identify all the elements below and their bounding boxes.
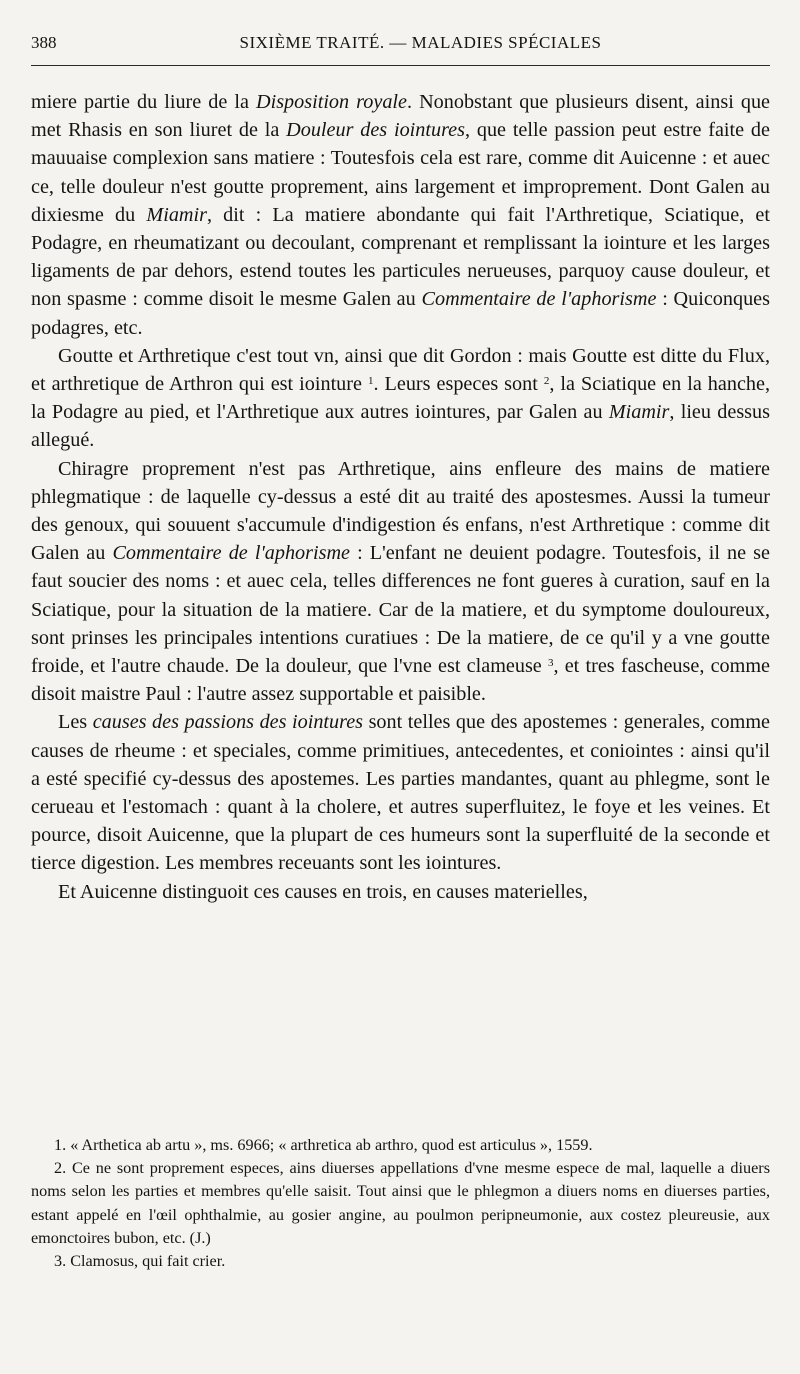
text-run: Les — [58, 711, 93, 734]
text-run: Et Auicenne distinguoit ces causes en trois, en causes materielles, — [58, 880, 588, 903]
text-run: , dit : La matiere abondante qui fait l'Arthretique, Sciatique, et Podagre, en rheumatizant ou decoulant, comprenant et remplissant la iointure et les larges ligaments de par dehors, estend toutes les particules nerueuses, parquoy cause douleur, et non spasme : comme disoit le mesme Galen au — [31, 203, 770, 311]
paragraph — [31, 342, 770, 455]
paragraph — [31, 455, 770, 709]
text-run: , que telle passion peut estre faite de mauuaise complexion sans matiere : Toutesfois cela est rare, comme dit Auicenne : et auec ce, telle douleur n'est goutte proprement, ains largement et improprement. Dont Galen au dixiesme du — [31, 119, 770, 226]
page-number: 388 — [31, 33, 57, 52]
footnotes — [31, 1134, 770, 1273]
footnote: 1. « Arthetica ab artu », ms. 6966; « arthretica ab arthro, quod est articulus », 1559. — [54, 1136, 593, 1154]
footnote-ref: 3 — [547, 657, 554, 670]
text-run: : Quiconques podagres, etc. — [31, 288, 770, 339]
italic-text: causes des passions des iointures — [92, 711, 364, 734]
text-run: , lieu dessus allegué. — [31, 401, 770, 452]
italic-text: Miamir — [146, 203, 207, 226]
text-run: sont telles que des apostemes : generales, comme causes de rheume : et speciales, comme primitiues, antecedentes, et coniointes : ainsi qu'il a esté specifié cy-dessus des apostemes. Les parties mandantes, quant au phlegme, sont le cerueau et l'estomach : quant à la cholere, et autres superfluitez, le foye et les veines. Et pource, disoit Auicenne, que la plupart de ces humeurs sont la superfluité de la seconde et tierce digestion. Les membres receuants sont les iointures. — [31, 711, 770, 875]
text-run: Chiragre proprement n'est pas Arthretique, ains enfleure des mains de matiere phlegmatique : de laquelle cy-dessus a esté dit au traité des apostesmes. Aussi la tumeur des genoux, qui souuent s'accumule d'indigestion és enfans, n'est Arthretique : comme dit Galen au — [31, 457, 770, 565]
footnote-ref: 2 — [543, 375, 550, 388]
footnote: 2. Ce ne sont proprement especes, ains diuerses appellations d'vne mesme espece de mal, laquelle a diuers noms selon les parties et membres qu'elle saisit. Tout ainsi que le phlegmon a diuers noms en diuerses parties, estant appelé en l'œil ophthalmie, au gosier angine, au poulmon peripneumonie, aux costez pleureusie, aux emonctoires bubon, etc. (J.) — [31, 1159, 770, 1247]
text-run: miere partie du liure de la — [31, 91, 257, 113]
footnote-ref: 1 — [367, 375, 374, 388]
text-run: . Nonobstant que plusieurs disent, ainsi que met Rhasis en son liuret de la — [31, 91, 771, 142]
italic-text: Commentaire de l'aphorisme — [112, 542, 351, 565]
running-head: SIXIÈME TRAITÉ. — MALADIES SPÉCIALES — [239, 33, 602, 52]
text-run: . Leurs especes sont — [373, 373, 544, 396]
italic-text: Miamir — [608, 401, 670, 424]
page-header — [31, 29, 770, 66]
body-text — [31, 88, 770, 906]
paragraph — [31, 878, 770, 906]
italic-text: Disposition royale — [256, 91, 407, 113]
paragraph — [31, 88, 770, 342]
text-run: Goutte et Arthretique c'est tout vn, ainsi que dit Gordon : mais Goutte est ditte du Flux, et arthretique de Arthron qui est iointure — [31, 344, 770, 396]
text-run: : L'enfant ne deuient podagre. Toutesfois, il ne se faut soucier des noms : et auec cela, telles differences ne font gueres à curation, sauf en la Sciatique, pour la situation de la matiere. Car de la matiere, et du symptome douloureux, sont prinses les principales intentions curatiues : De la matiere, de ce qu'il y a vne goutte froide, et l'autre chaude. De la douleur, que l'vne est clameuse — [31, 542, 770, 678]
text-run: , la Sciatique en la hanche, la Podagre au pied, et l'Arthretique aux autres iointures, par Galen au — [31, 373, 771, 424]
italic-text: Commentaire de l'aphorisme — [421, 288, 657, 311]
text-run: , et tres fascheuse, comme disoit maistre Paul : l'autre assez supportable et paisible. — [31, 655, 770, 706]
italic-text: Douleur des iointures — [286, 119, 465, 142]
footnote: 3. Clamosus, qui fait crier. — [54, 1252, 226, 1271]
paragraph — [31, 708, 770, 877]
